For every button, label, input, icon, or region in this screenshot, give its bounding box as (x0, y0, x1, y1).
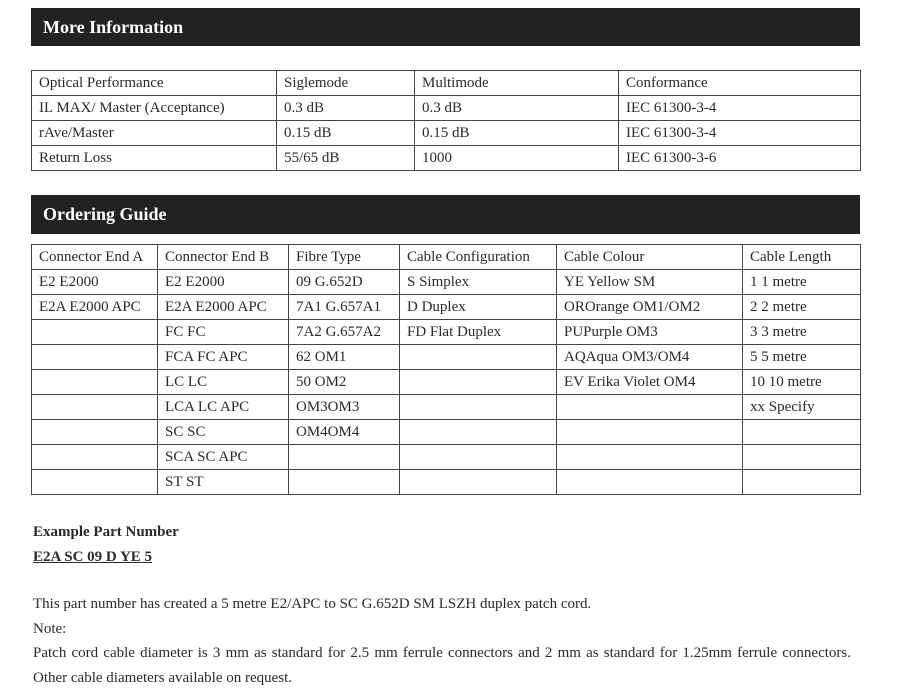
table-cell: OM4OM4 (289, 420, 400, 445)
ordering-guide-table (31, 244, 861, 495)
table-cell (400, 370, 557, 395)
table-cell: E2 E2000 (158, 270, 289, 295)
note-label: Note: (33, 621, 67, 637)
table-row (32, 370, 861, 395)
table-cell: IEC 61300-3-4 (619, 121, 861, 146)
ordering-guide-heading (31, 195, 860, 234)
table-cell: Connector End B (158, 245, 289, 270)
table-cell: E2A E2000 APC (32, 295, 158, 320)
table-cell (32, 395, 158, 420)
table-cell: 1000 (415, 146, 619, 171)
table-row (32, 345, 861, 370)
table-cell: 7A2 G.657A2 (289, 320, 400, 345)
table-cell: 2 2 metre (743, 295, 861, 320)
ordering-guide-heading-text: Ordering Guide (43, 204, 167, 224)
table-row (32, 470, 861, 495)
table-cell: Return Loss (32, 146, 277, 171)
table-cell: OROrange OM1/OM2 (557, 295, 743, 320)
table-cell (743, 445, 861, 470)
table-header-row (32, 245, 861, 270)
table-cell (400, 345, 557, 370)
table-cell: 5 5 metre (743, 345, 861, 370)
table-cell: 50 OM2 (289, 370, 400, 395)
table-cell (32, 420, 158, 445)
table-cell: LCA LC APC (158, 395, 289, 420)
table-cell: 3 3 metre (743, 320, 861, 345)
table-cell: IEC 61300-3-4 (619, 96, 861, 121)
table-cell (289, 445, 400, 470)
table-cell: SCA SC APC (158, 445, 289, 470)
table-row (32, 96, 861, 121)
table-row (32, 270, 861, 295)
table-cell: Optical Performance (32, 71, 277, 96)
table-cell: LC LC (158, 370, 289, 395)
table-cell: D Duplex (400, 295, 557, 320)
table-cell: Cable Colour (557, 245, 743, 270)
table-cell: EV Erika Violet OM4 (557, 370, 743, 395)
table-cell (557, 420, 743, 445)
table-row (32, 395, 861, 420)
table-cell: 09 G.652D (289, 270, 400, 295)
table-cell (557, 395, 743, 420)
table-cell: Fibre Type (289, 245, 400, 270)
table-cell: FC FC (158, 320, 289, 345)
table-cell (557, 445, 743, 470)
table-header-row (32, 71, 861, 96)
more-information-heading-text: More Information (43, 16, 184, 37)
table-cell (289, 470, 400, 495)
table-cell (32, 320, 158, 345)
table-cell: AQAqua OM3/OM4 (557, 345, 743, 370)
example-part-number-title: Example Part Number (33, 524, 179, 540)
more-information-heading (31, 8, 860, 46)
table-cell (743, 470, 861, 495)
table-cell: Cable Length (743, 245, 861, 270)
table-cell (557, 470, 743, 495)
table-cell: 0.3 dB (277, 96, 415, 121)
table-cell (32, 445, 158, 470)
table-cell (32, 470, 158, 495)
table-cell: Siglemode (277, 71, 415, 96)
table-cell (32, 345, 158, 370)
table-cell (400, 470, 557, 495)
table-cell: OM3OM3 (289, 395, 400, 420)
example-part-number: E2A SC 09 D YE 5 (33, 549, 153, 565)
table-row (32, 445, 861, 470)
table-cell: 0.15 dB (277, 121, 415, 146)
table-cell (743, 420, 861, 445)
table-cell (32, 370, 158, 395)
table-cell: IL MAX/ Master (Acceptance) (32, 96, 277, 121)
note-text: Patch cord cable diameter is 3 mm as standard for 2.5 mm ferrule connectors and 2 mm as standard for 1.25mm ferrule connectors. Other cable diameters available on request. (33, 645, 851, 686)
table-row (32, 295, 861, 320)
table-cell: Connector End A (32, 245, 158, 270)
table-cell: 1 1 metre (743, 270, 861, 295)
table-cell: E2A E2000 APC (158, 295, 289, 320)
table-cell: 55/65 dB (277, 146, 415, 171)
table-row (32, 121, 861, 146)
table-cell: Cable Configuration (400, 245, 557, 270)
table-cell: Conformance (619, 71, 861, 96)
table-cell: rAve/Master (32, 121, 277, 146)
table-cell: 7A1 G.657A1 (289, 295, 400, 320)
table-row (32, 320, 861, 345)
table-cell: SC SC (158, 420, 289, 445)
table-cell: S Simplex (400, 270, 557, 295)
table-cell (400, 445, 557, 470)
table-row (32, 420, 861, 445)
example-description: This part number has created a 5 metre E2/APC to SC G.652D SM LSZH duplex patch cord. (33, 596, 592, 612)
table-cell: Multimode (415, 71, 619, 96)
table-cell: 10 10 metre (743, 370, 861, 395)
table-cell: ST ST (158, 470, 289, 495)
optical-performance-table (31, 70, 861, 171)
table-cell: 0.3 dB (415, 96, 619, 121)
table-cell: xx Specify (743, 395, 861, 420)
table-cell: E2 E2000 (32, 270, 158, 295)
table-cell: 0.15 dB (415, 121, 619, 146)
table-cell: IEC 61300-3-6 (619, 146, 861, 171)
table-cell: 62 OM1 (289, 345, 400, 370)
table-row (32, 146, 861, 171)
table-cell: FD Flat Duplex (400, 320, 557, 345)
table-cell: PUPurple OM3 (557, 320, 743, 345)
table-cell (400, 420, 557, 445)
table-cell: FCA FC APC (158, 345, 289, 370)
table-cell (400, 395, 557, 420)
table-cell: YE Yellow SM (557, 270, 743, 295)
